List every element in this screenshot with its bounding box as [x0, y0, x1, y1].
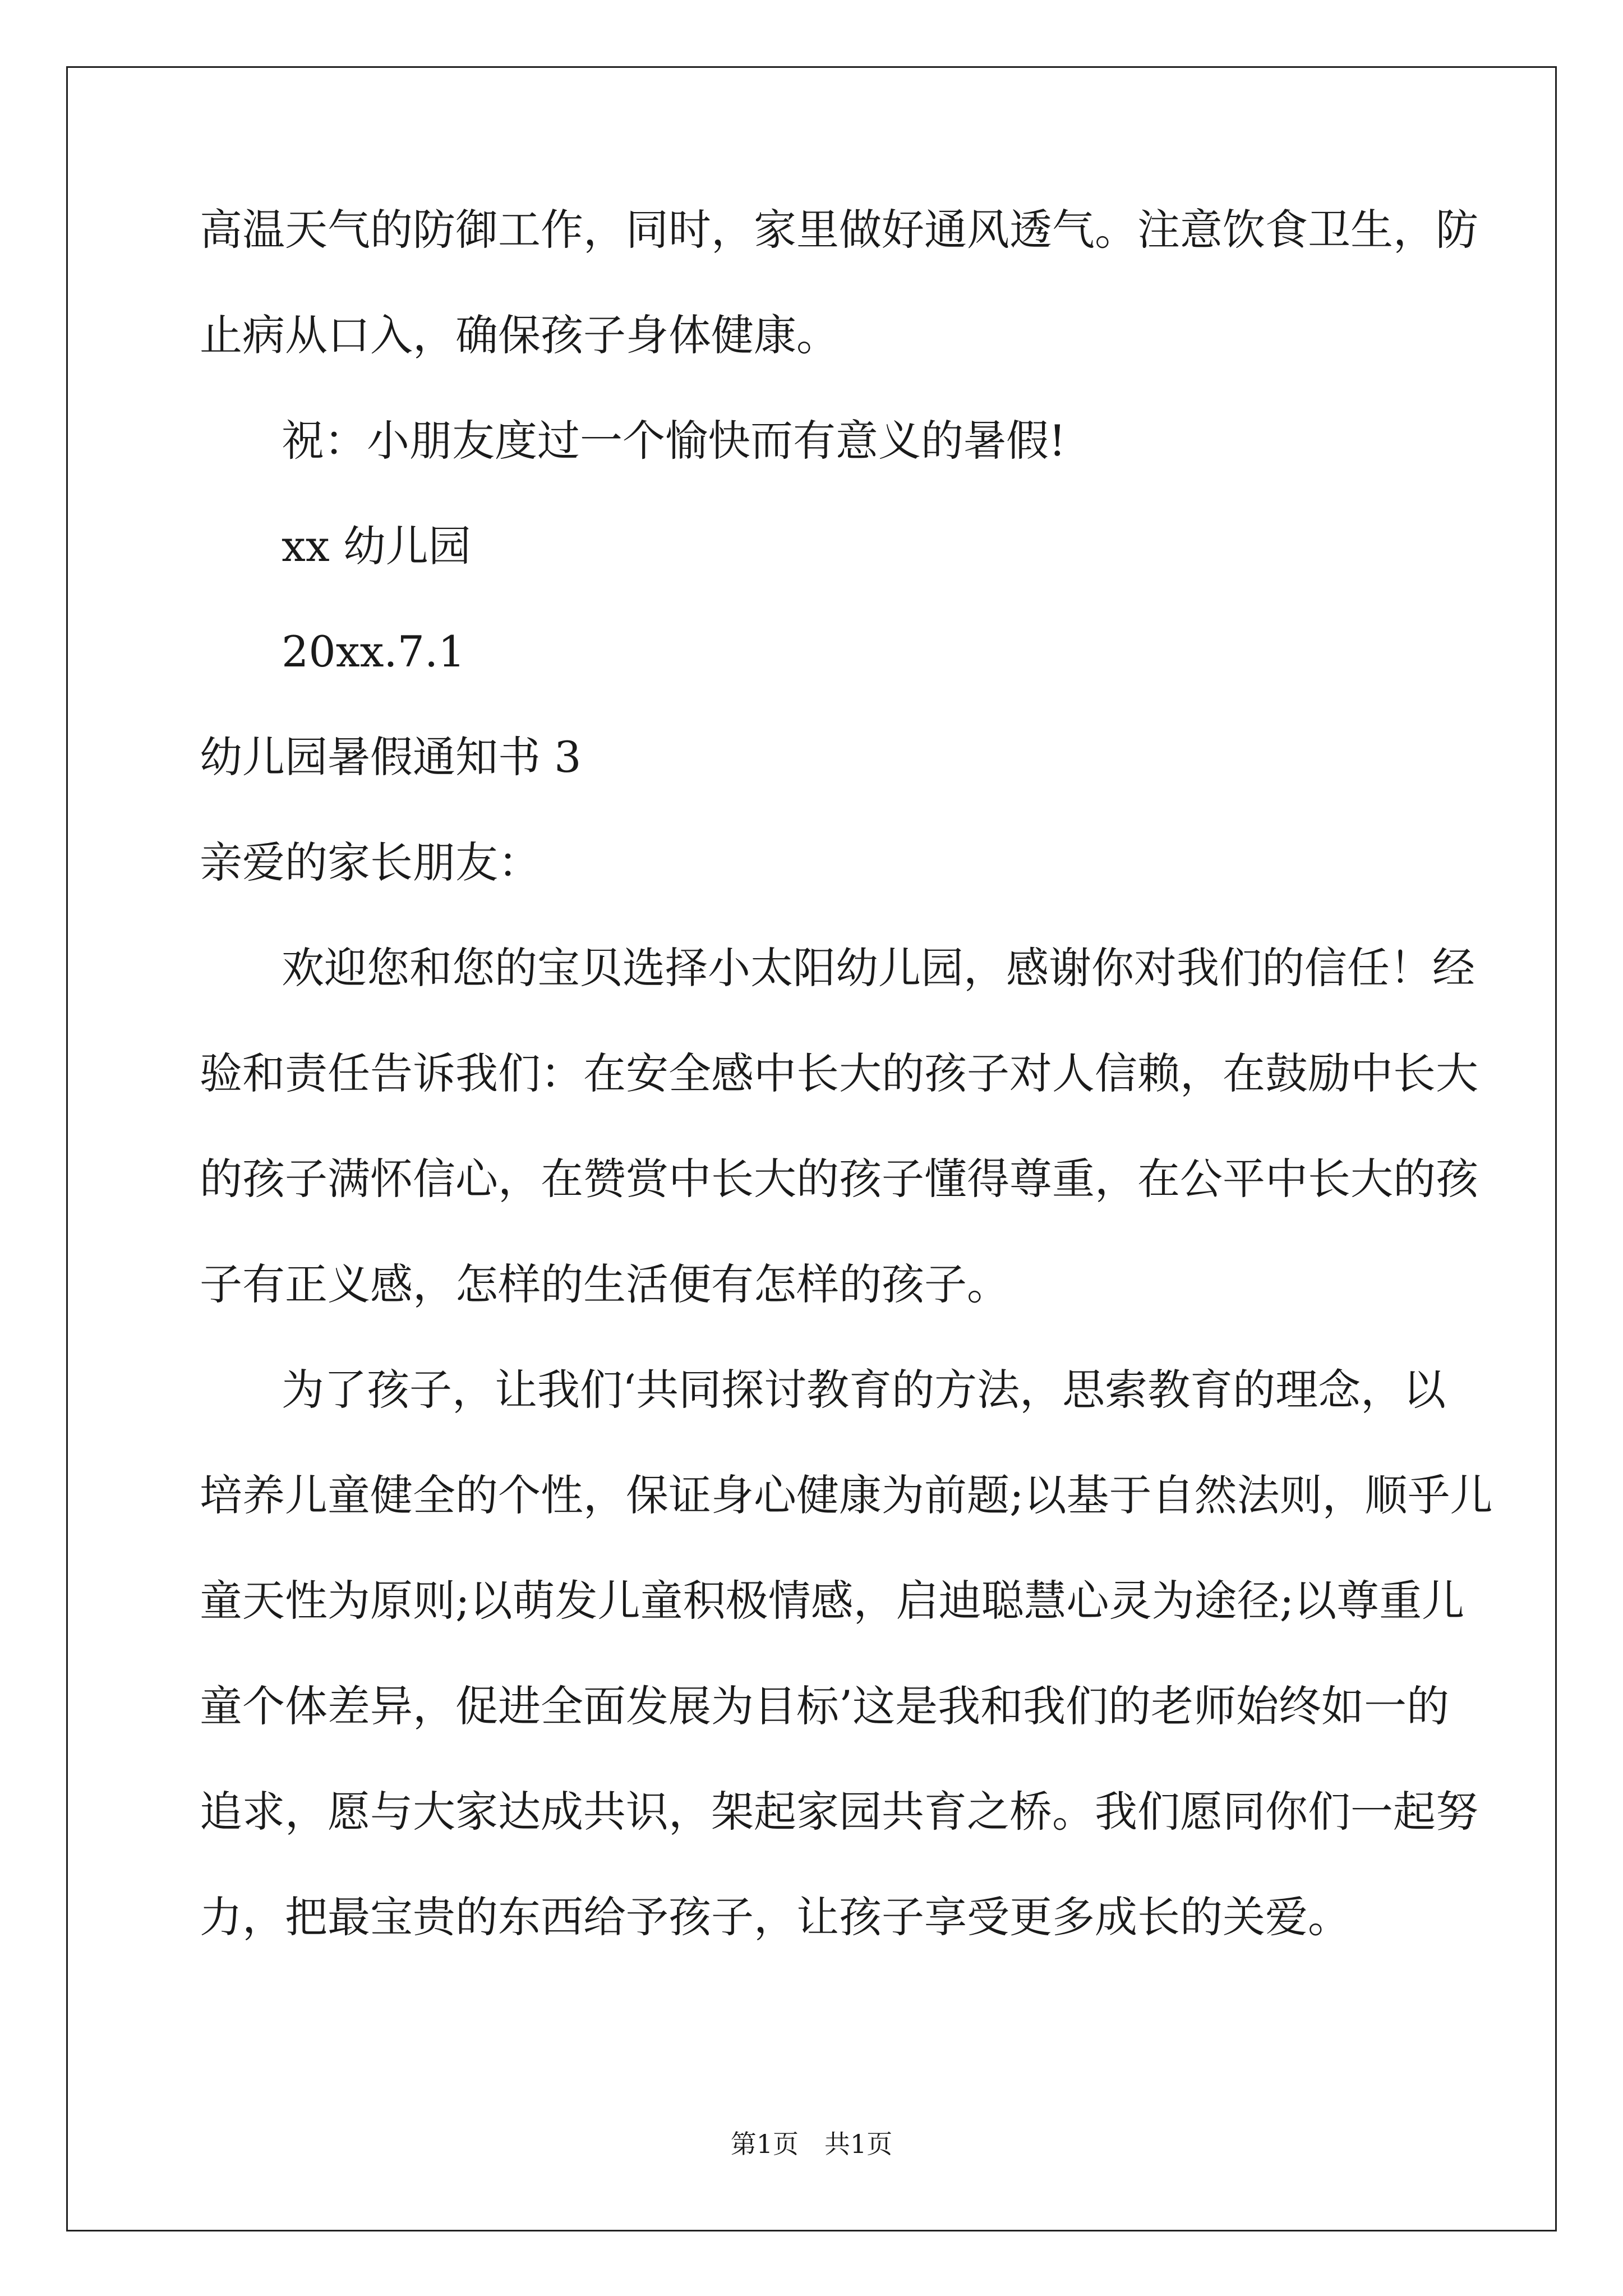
salutation: 亲爱的家长朋友： [200, 838, 541, 887]
paragraph-2-line-2: 培养儿童健全的个性，保证身心健康为前题;以基于自然法则，顺乎儿 [200, 1470, 1493, 1520]
paragraph-2-line-1: 为了孩子，让我们‘共同探讨教育的方法，思索教育的理念，以 [282, 1365, 1446, 1415]
paragraph-1-line-3: 的孩子满怀信心，在赞赏中长大的孩子懂得尊重，在公平中长大的孩 [200, 1154, 1478, 1204]
text-line-2: 止病从口入，确保孩子身体健康。 [200, 310, 839, 360]
paragraph-2-line-5: 追求，愿与大家达成共识，架起家园共育之桥。我们愿同你们一起努 [200, 1787, 1478, 1837]
paragraph-2-line-3: 童天性为原则;以萌发儿童积极情感，启迪聪慧心灵为途径;以尊重儿 [200, 1576, 1465, 1626]
blessing-line: 祝：小朋友度过一个愉快而有意义的暑假! [282, 416, 1066, 466]
paragraph-2-line-6: 力，把最宝贵的东西给予孩子，让孩子享受更多成长的关爱。 [200, 1892, 1350, 1942]
paragraph-2-line-4: 童个体差异，促进全面发展为目标’这是我和我们的老师始终如一的 [200, 1681, 1450, 1731]
section-heading: 幼儿园暑假通知书 3 [200, 732, 582, 782]
paragraph-1-line-2: 验和责任告诉我们：在安全感中长大的孩子对人信赖，在鼓励中长大 [200, 1048, 1478, 1098]
paragraph-1-line-1: 欢迎您和您的宝贝选择小太阳幼儿园，感谢你对我们的信任！经 [282, 943, 1475, 993]
text-line-1: 高温天气的防御工作，同时，家里做好通风透气。注意饮食卫生，防 [200, 205, 1478, 255]
page-number-footer: 第1页 共1页 [730, 2129, 893, 2159]
paragraph-1-line-4: 子有正义感，怎样的生活便有怎样的孩子。 [200, 1259, 1009, 1309]
signature-date: 20xx.7.1 [282, 627, 465, 677]
signature-kindergarten: xx 幼儿园 [282, 521, 471, 571]
